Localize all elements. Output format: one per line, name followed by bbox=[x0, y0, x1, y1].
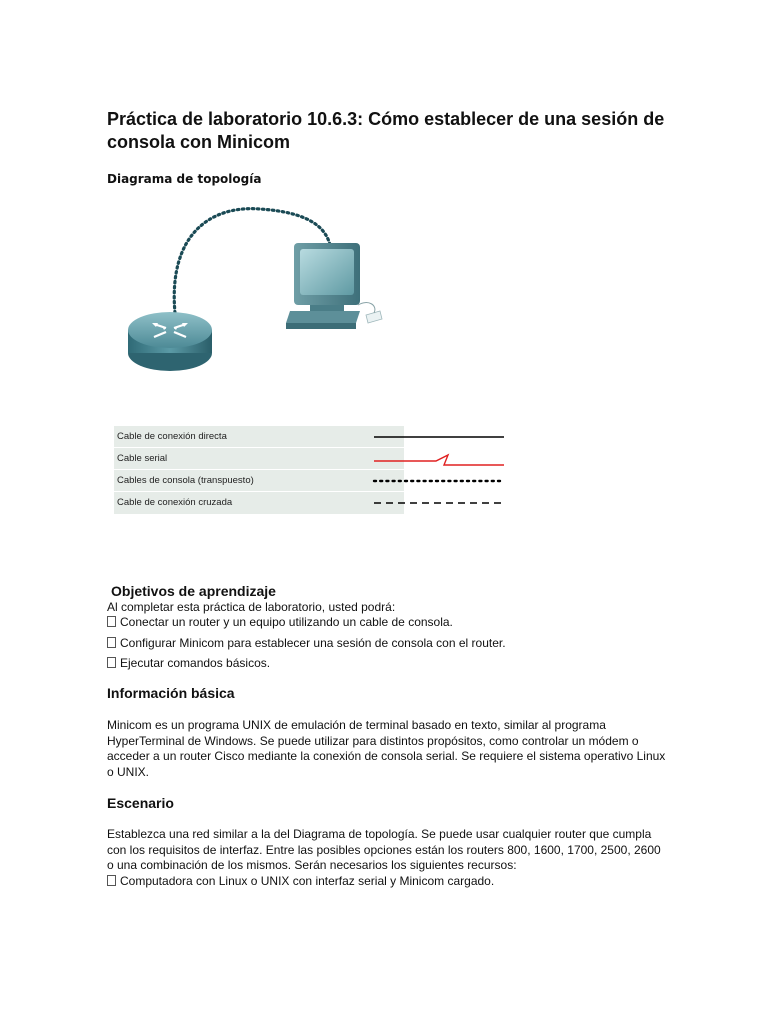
objective-item: Conectar un router y un equipo utilizando un cable de consola. bbox=[107, 615, 453, 629]
background-heading: Información básica bbox=[107, 685, 235, 701]
objective-item: Configurar Minicom para establecer una sesión de consola con el router. bbox=[107, 636, 506, 650]
crossover-cable-line bbox=[370, 492, 504, 514]
scenario-heading: Escenario bbox=[107, 795, 174, 811]
scenario-text: Establezca una red similar a la del Diagrama de topología. Se puede usar cualquier router que cumpla con los requisitos de interfaz. Entre las posibles opciones están los routers 800, 1600, 1700, 2500, 2600 o una combinación de los mismos. Serán necesarios los siguientes recursos: bbox=[107, 827, 661, 872]
topology-diagram bbox=[120, 195, 400, 385]
legend-row-straight bbox=[114, 426, 404, 448]
legend-label: Cable de conexión directa bbox=[117, 431, 227, 442]
legend-label: Cable serial bbox=[117, 453, 168, 464]
objectives-intro: Al completar esta práctica de laboratorio, usted podrá: bbox=[107, 600, 396, 614]
topology-heading: Diagrama de topología bbox=[107, 172, 262, 186]
legend-label: Cable de conexión cruzada bbox=[117, 497, 233, 508]
console-cable-line bbox=[370, 470, 504, 492]
objectives-heading: Objetivos de aprendizaje bbox=[111, 583, 276, 599]
bullet-box-icon bbox=[107, 875, 116, 886]
legend-row-console bbox=[114, 470, 404, 492]
bullet-box-icon bbox=[107, 637, 116, 648]
background-text: Minicom es un programa UNIX de emulación de terminal basado en texto, similar al programa HyperTerminal de Windows. Se puede utilizar para distintos propósitos, como controlar un módem o acceder a un router Cisco mediante la conexión de consola serial. Se requiere el sistema operativo Linux o UNIX. bbox=[107, 718, 666, 779]
cable-legend bbox=[114, 426, 404, 514]
straight-cable-line bbox=[370, 426, 504, 448]
serial-cable-line bbox=[370, 448, 504, 470]
computer-icon bbox=[286, 243, 382, 329]
bullet-box-icon bbox=[107, 616, 116, 627]
page-title: Práctica de laboratorio 10.6.3: Cómo establecer de una sesión de consola con Minicom bbox=[107, 109, 665, 152]
router-icon bbox=[128, 312, 212, 371]
bullet-box-icon bbox=[107, 657, 116, 668]
legend-label: Cables de consola (transpuesto) bbox=[117, 475, 254, 486]
legend-row-serial bbox=[114, 448, 404, 470]
objective-item: Ejecutar comandos básicos. bbox=[107, 656, 270, 670]
scenario-item: Computadora con Linux o UNIX con interfaz serial y Minicom cargado. bbox=[107, 874, 494, 888]
legend-row-crossover bbox=[114, 492, 404, 514]
